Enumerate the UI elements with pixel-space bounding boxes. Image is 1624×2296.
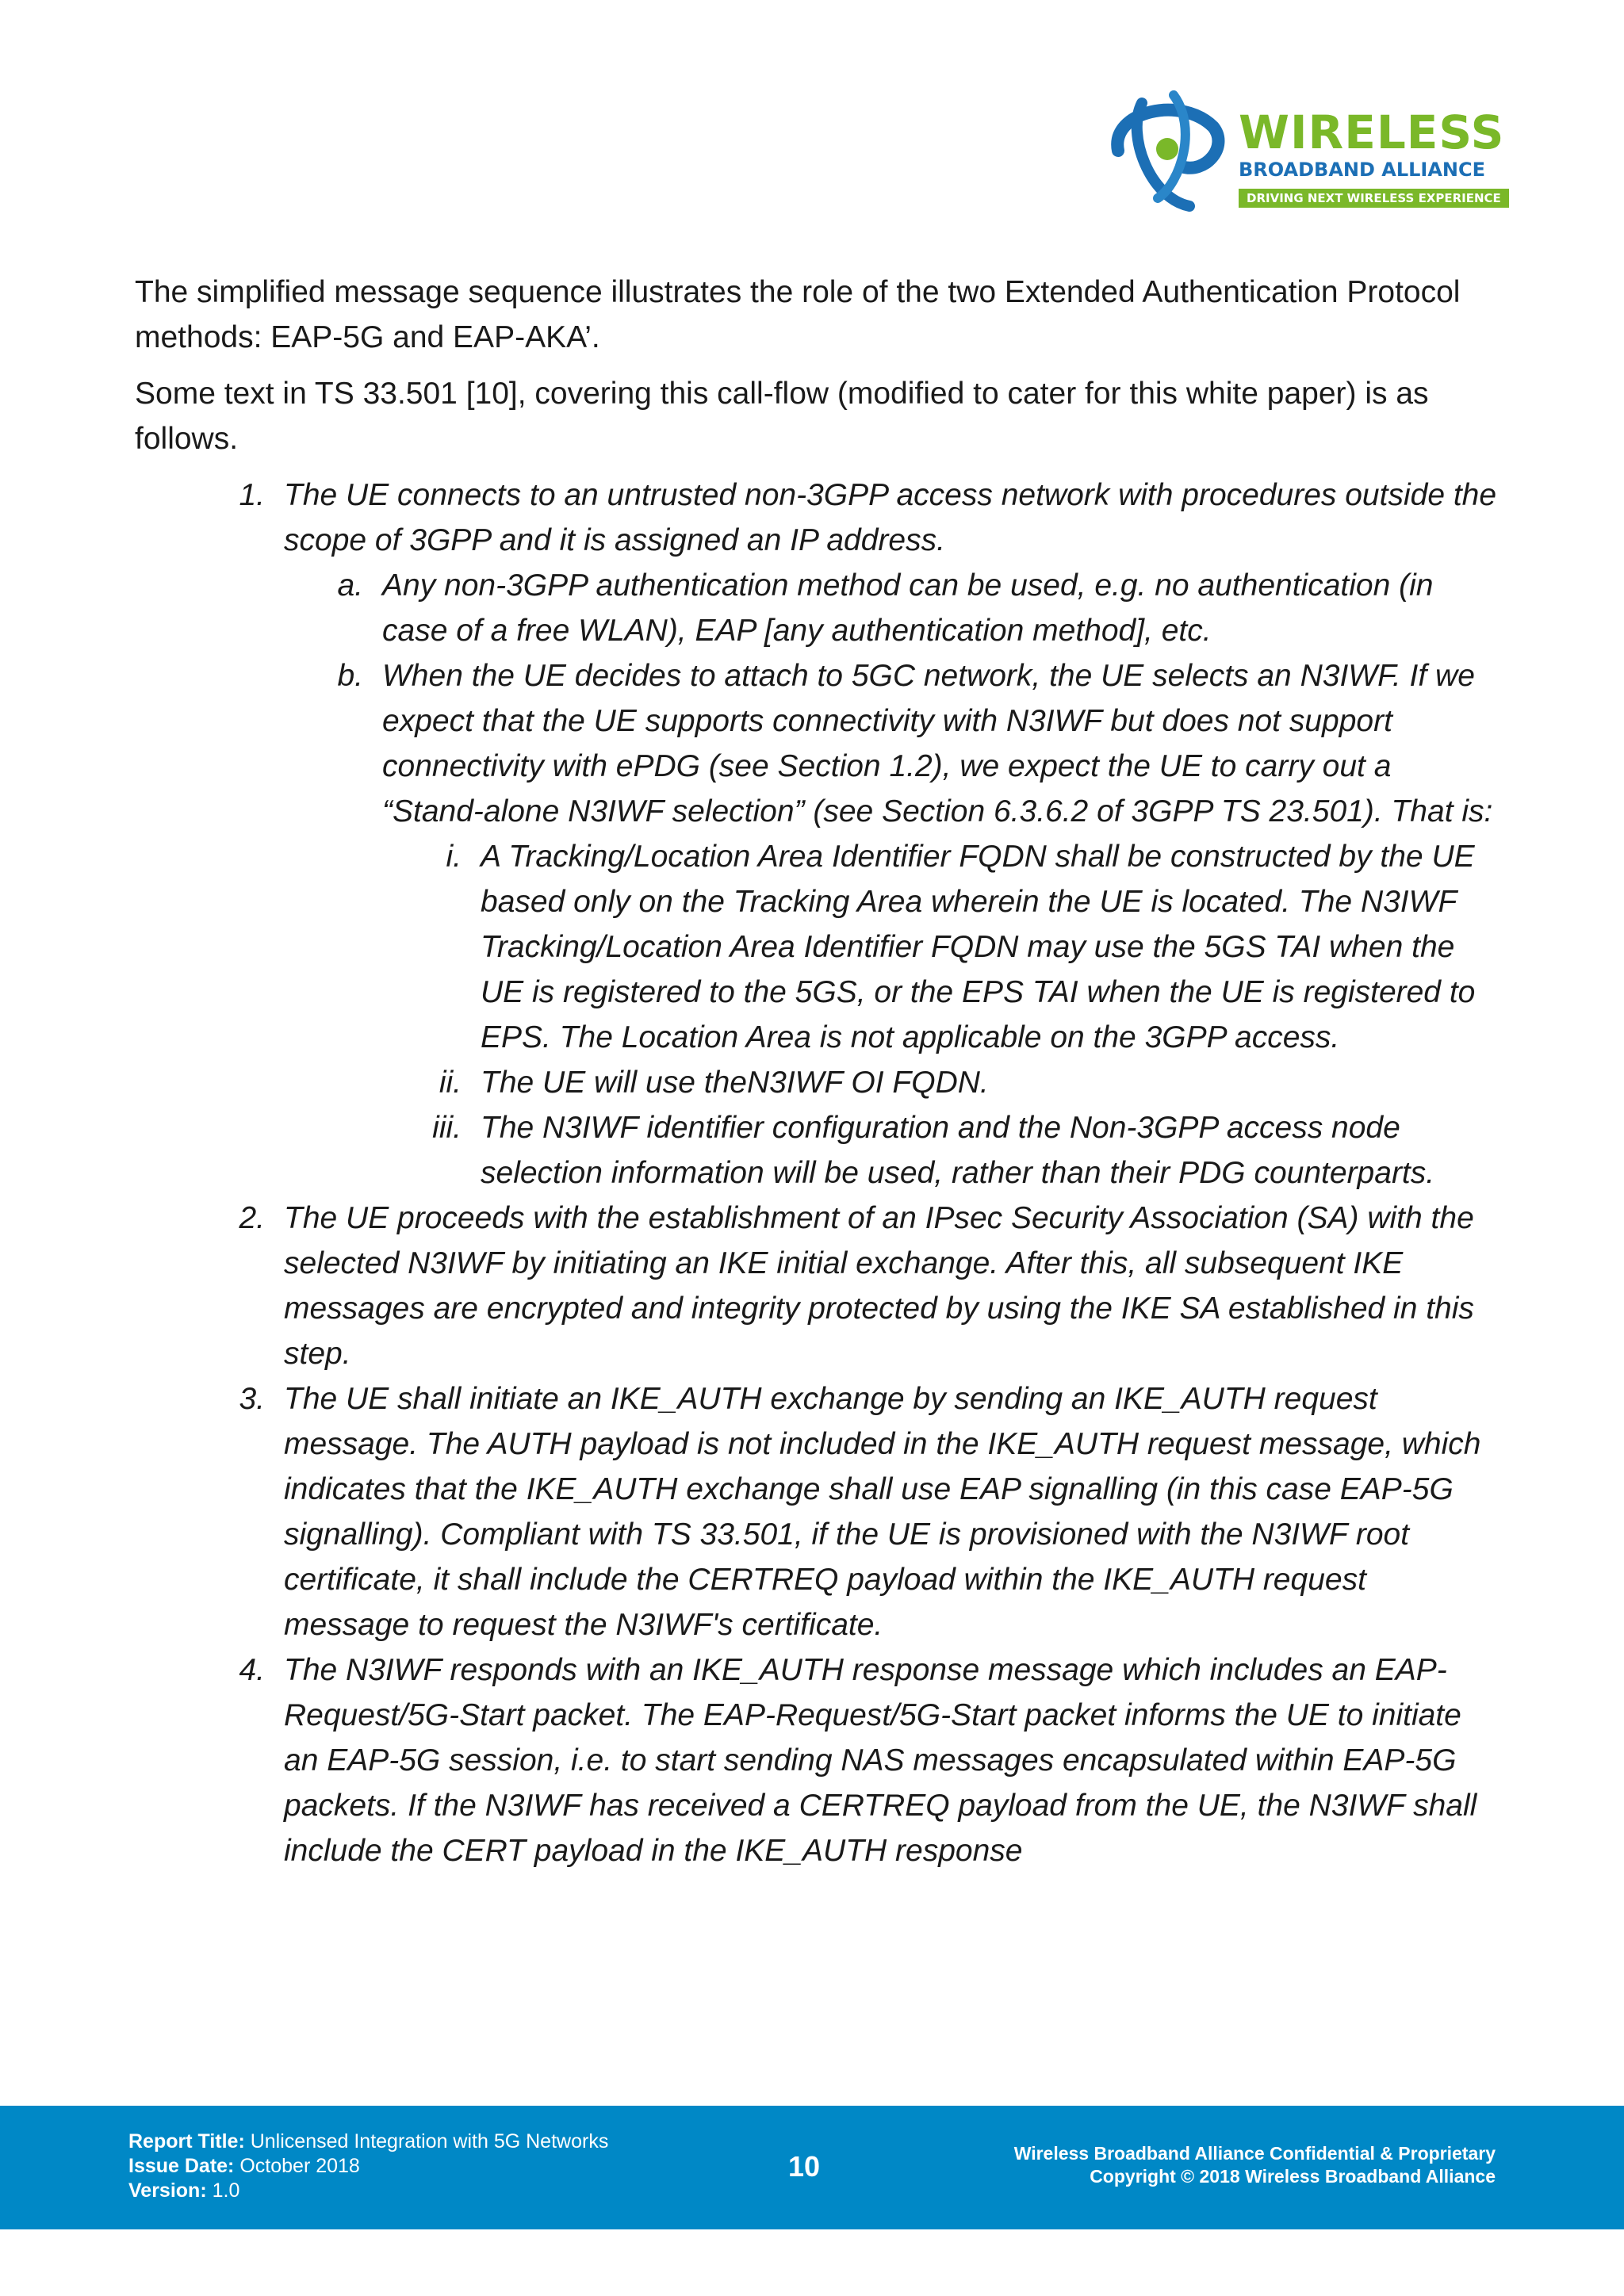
list-marker: 1.: [239, 478, 265, 512]
list-marker: i.: [446, 840, 462, 874]
list-marker: 3.: [239, 1382, 265, 1416]
intro-paragraph-1: The simplified message sequence illustrates the role of the two Extended Authentication Protocol methods: EAP-5G and EAP-AKA’.: [135, 275, 1461, 354]
numbered-list: [135, 473, 1499, 1873]
footer-copyright: [1014, 2142, 1496, 2188]
list-item-text: The UE shall initiate an IKE_AUTH exchange by sending an IKE_AUTH request message. The AUTH payload is not included in the IKE_AUTH request message, which indicates that the IKE_AUTH exchange shall use EAP signalling (in this case EAP-5G signalling). Compliant with TS 33.501, if the UE is provisioned with the N3IWF root certificate, it shall include the CERTREQ payload within the IKE_AUTH request message to request the N3IWF's certificate.: [284, 1382, 1481, 1642]
list-item-4: [135, 1647, 1499, 1873]
list-marker: b.: [337, 659, 363, 693]
intro-paragraph-2: Some text in TS 33.501 [10], covering this call-flow (modified to cater for this white paper) is as follows.: [135, 377, 1429, 456]
wba-emblem-icon: [1094, 79, 1237, 222]
footer-date-label: Issue Date:: [128, 2155, 235, 2177]
footer-title-line: [128, 2130, 608, 2154]
footer-copyright-line: Copyright © 2018 Wireless Broadband Alliance: [1090, 2166, 1496, 2187]
list-item-text: The UE will use theN3IWF OI FQDN.: [481, 1066, 989, 1100]
list-item-text: The N3IWF responds with an IKE_AUTH response message which includes an EAP-Request/5G-Start packet. The EAP-Request/5G-Start packet informs the UE to initiate an EAP-5G session, i.e. to start sending NAS messages encapsulated within EAP-5G packets. If the N3IWF has received a CERTREQ payload from the UE, the N3IWF shall include the CERT payload in the IKE_AUTH response: [284, 1653, 1477, 1868]
sub-item-b: [135, 653, 1499, 834]
sub-sub-item-iii: [135, 1105, 1499, 1196]
list-marker: ii.: [439, 1066, 462, 1100]
list-marker: 4.: [239, 1653, 265, 1687]
logo-wordmark: [1239, 105, 1509, 208]
list-item-text: The UE connects to an untrusted non-3GPP access network with procedures outside the scope of 3GPP and it is assigned an IP address.: [284, 478, 1497, 557]
document-body: [135, 270, 1499, 1873]
list-item-text: Any non-3GPP authentication method can be used, e.g. no authentication (in case of a free WLAN), EAP [any authentication method], etc.: [382, 568, 1434, 648]
list-marker: iii.: [432, 1111, 462, 1145]
list-item-2: [135, 1196, 1499, 1376]
footer-version-line: [128, 2179, 608, 2203]
footer-version-value: 1.0: [212, 2179, 240, 2202]
footer-date-value: October 2018: [239, 2155, 360, 2177]
list-item-text: When the UE decides to attach to 5GC network, the UE selects an N3IWF. If we expect that the UE supports connectivity with N3IWF but does not support connectivity with ePDG (see Section 1.2), we expect the UE to carry out a “Stand-alone N3IWF selection” (see Section 6.3.6.2 of 3GPP TS 23.501). That is:: [382, 659, 1493, 828]
footer-date-line: [128, 2154, 608, 2179]
list-item-text: The UE proceeds with the establishment of an IPsec Security Association (SA) with the selected N3IWF by initiating an IKE initial exchange. After this, all subsequent IKE messages are encrypted and integrity protected by using the IKE SA established in this step.: [284, 1201, 1474, 1371]
list-item-text: A Tracking/Location Area Identifier FQDN shall be constructed by the UE based only on the Tracking Area wherein the UE is located. The N3IWF Tracking/Location Area Identifier FQDN may use the 5GS TAI when the UE is registered to the 5GS, or the EPS TAI when the UE is registered to EPS. The Location Area is not applicable on the 3GPP access.: [481, 840, 1476, 1054]
footer-title-label: Report Title:: [128, 2130, 245, 2152]
sub-item-a: [135, 563, 1499, 653]
logo-tagline: DRIVING NEXT WIRELESS EXPERIENCE: [1239, 189, 1509, 208]
sub-sub-item-i: [135, 834, 1499, 1060]
sub-sub-item-ii: [135, 1060, 1499, 1105]
footer-report-info: [128, 2130, 608, 2203]
list-marker: 2.: [239, 1201, 265, 1235]
list-item-3: [135, 1376, 1499, 1647]
logo-subtitle: BROADBAND ALLIANCE: [1239, 159, 1486, 181]
wba-logo: [1094, 79, 1505, 222]
list-item-1: [135, 473, 1499, 563]
logo-name: WIRELESS: [1239, 105, 1505, 159]
page-number: 10: [788, 2150, 821, 2183]
footer-title-value: Unlicensed Integration with 5G Networks: [250, 2130, 609, 2152]
page-footer: [0, 2106, 1624, 2229]
footer-confidential: Wireless Broadband Alliance Confidential & Proprietary: [1013, 2143, 1496, 2164]
footer-version-label: Version:: [128, 2179, 207, 2202]
list-marker: a.: [337, 568, 363, 603]
list-item-text: The N3IWF identifier configuration and the Non-3GPP access node selection information will be used, rather than their PDG counterparts.: [481, 1111, 1435, 1190]
